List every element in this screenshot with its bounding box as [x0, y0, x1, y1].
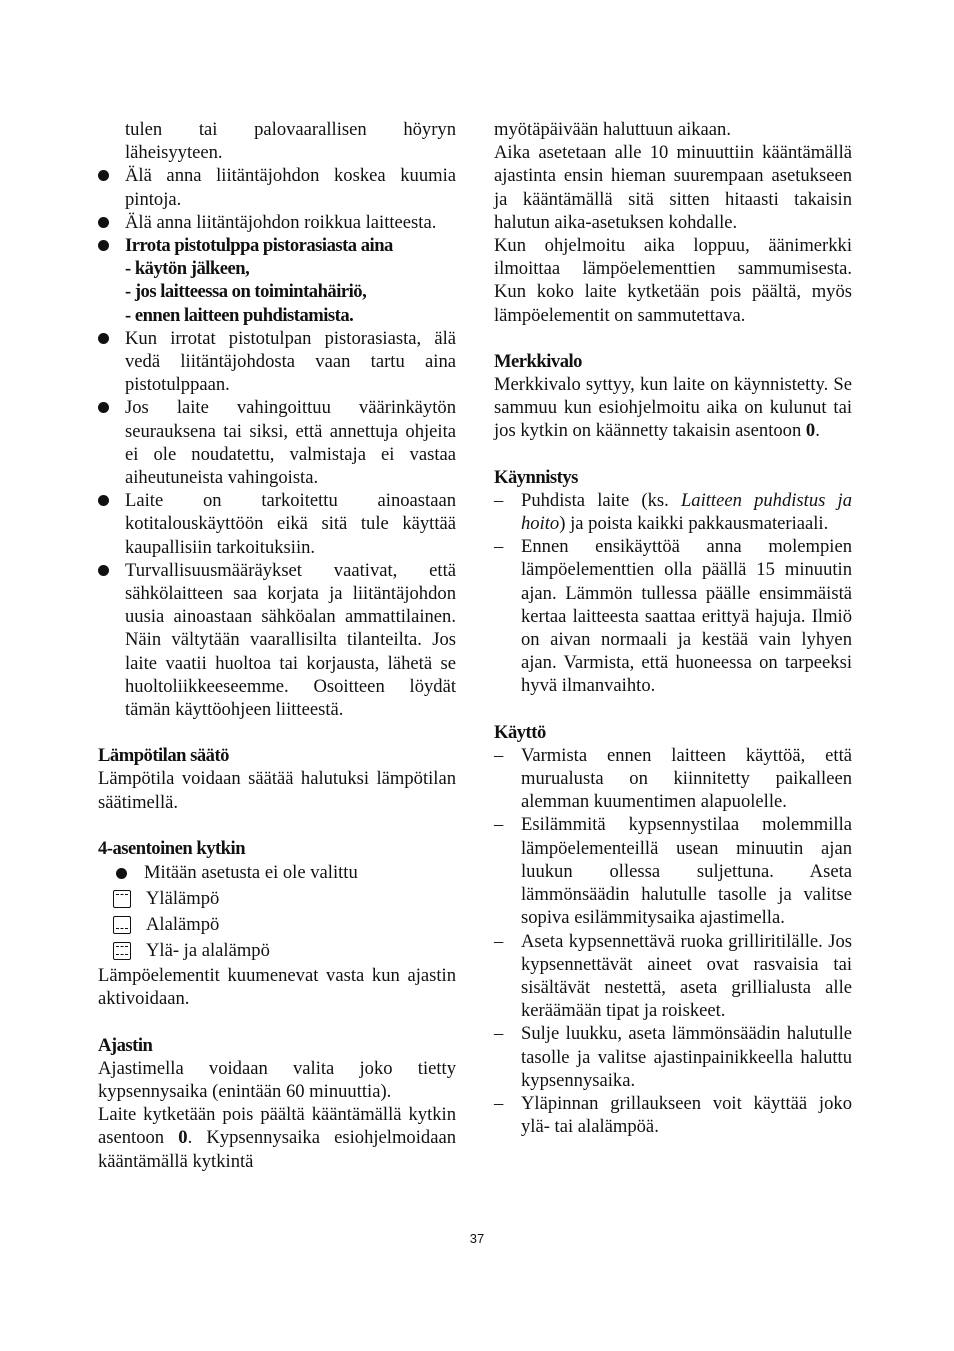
continued-text: tulen tai palovaarallisen höyryn läheisyyteen. [125, 119, 456, 164]
dash-item: – Varmista ennen laitteen käyttöä, että murualusta on kiinnitetty paikalleen alemman kuumentimen alapuolelle. [494, 744, 852, 814]
switch-option-bottom: Alalämpö [98, 912, 456, 938]
continued-text: myötäpäivään haluttuun aikaan. [494, 119, 731, 140]
dash-item: – Ennen ensikäyttöä anna molempien lämpöelementtien olla päällä 15 minuutin ajan. Lämmön tullessa päälle ensimmäistä kertaa laitteesta saattaa erittyä hajuja. Ilmiö on aivan normaali ja kestää vain lyhyen ajan. Varmista, että huoneessa on tarpeeksi hyvä ilmanvaihto. [494, 535, 852, 697]
bullet-item: Älä anna liitäntäjohdon koskea kuumia pintoja. [98, 164, 456, 210]
dash-item: – Esilämmitä kypsennystilaa molemmilla lämpöelementeillä usean minuutin ajan luukun ollessa suljettuna. Aseta lämmönsäädin halutulle tasolle ja valitse sopiva esilämmitysaika ajastimella. [494, 813, 852, 929]
bottom-heat-icon [112, 915, 132, 935]
bullet-item: Kun irrotat pistotulpan pistorasiasta, älä vedä liitäntäjohdosta vaan tartu aina pistotulppaan. [98, 327, 456, 397]
unplug-item: - käytön jälkeen, [125, 258, 250, 280]
paragraph: Aika asetetaan alle 10 minuuttiin kääntämällä ajastinta ensin hieman suurempaan asetukseen ja kääntämällä sitä sitten hitaasti takaisin halutun aika-asetuksen kohdalle. [494, 142, 852, 233]
bullet-item: Laite on tarkoitettu ainoastaan kotitalouskäyttöön eikä sitä tule käyttää kaupallisiin tarkoituksiin. [98, 489, 456, 559]
switch-option-off: Mitään asetusta ei ole valittu [98, 860, 456, 886]
lamp-text: Merkkivalo syttyy, kun laite on käynnistetty. Se sammuu kun esiohjelmoitu aika on kulunut tai jos kytkin on käännetty takaisin asentoon 0. [494, 374, 852, 442]
switch-heading: 4-asentoinen kytkin [98, 837, 246, 859]
lamp-heading: Merkkivalo [494, 350, 582, 372]
dash-item: – Puhdista laite (ks. Laitteen puhdistus ja hoito) ja poista kaikki pakkausmateriaali. [494, 489, 852, 535]
start-heading: Käynnistys [494, 466, 578, 488]
page-number: 37 [469, 1231, 485, 1246]
paragraph: Kun ohjelmoitu aika loppuu, äänimerkki ilmoittaa lämpöelementtien sammumisesta. Kun koko laite kytketään pois päältä, myös lämpöelementit on sammutettava. [494, 235, 852, 326]
temp-text: Lämpötila voidaan säätää halutuksi lämpötilan säätimellä. [98, 768, 456, 813]
bullet-item: Älä anna liitäntäjohdon roikkua laitteesta. [98, 211, 456, 234]
timer-heading: Ajastin [98, 1034, 153, 1056]
right-column [494, 118, 852, 1138]
timer-text: Ajastimella voidaan valita joko tietty kypsennysaika (enintään 60 minuuttia). [98, 1057, 456, 1102]
bullet-item: Turvallisuusmääräykset vaativat, että sähkölaitteen saa korjata ja liitäntäjohdon uusia ainoastaan sähköalan ammattilainen. Näin vältytään vaarallisilta tilanteilta. Jos laite vaatii huoltoa tai korjausta, lähetä se huoltoliikkeeseemme. Osoitteen löydät tämän käyttöohjeen liitteestä. [98, 559, 456, 721]
unplug-item: - ennen laitteen puhdistamista. [125, 304, 354, 326]
unplug-item: - jos laitteessa on toimintahäiriö, [125, 281, 367, 303]
dash-item: – Yläpinnan grillaukseen voit käyttää joko ylä- tai alalämpöä. [494, 1092, 852, 1138]
unplug-intro: Irrota pistotulppa pistorasiasta aina [98, 234, 456, 257]
dot-icon [116, 868, 127, 879]
left-column [98, 118, 456, 1173]
top-heat-icon [112, 889, 132, 909]
switch-text: Lämpöelementit kuumenevat vasta kun ajastin aktivoidaan. [98, 965, 456, 1010]
bullet-item: Jos laite vahingoittuu väärinkäytön seurauksena tai siksi, että annettuja ohjeita ei ole noudatettu, valmistaja ei vastaa aiheutuneista vahingoista. [98, 396, 456, 489]
top-bottom-heat-icon [112, 941, 132, 961]
dash-item: – Sulje luukku, aseta lämmönsäädin halutulle tasolle ja valitse ajastinpainikkeella haluttu kypsennysaika. [494, 1022, 852, 1092]
switch-option-top: Ylälämpö [98, 886, 456, 912]
temp-heading: Lämpötilan säätö [98, 745, 229, 767]
use-heading: Käyttö [494, 721, 546, 743]
dash-item: – Aseta kypsennettävä ruoka grilliritilälle. Jos kypsennettävät aineet ovat rasvaisia tai sisältävät nestettä, aseta grillialusta alle keräämään tipat ja roiskeet. [494, 930, 852, 1023]
switch-option-both: Ylä- ja alalämpö [98, 938, 456, 964]
timer-text: Laite kytketään pois päältä kääntämällä kytkin asentoon 0. Kypsennysaika esiohjelmoidaan kääntämällä kytkintä [98, 1104, 456, 1172]
